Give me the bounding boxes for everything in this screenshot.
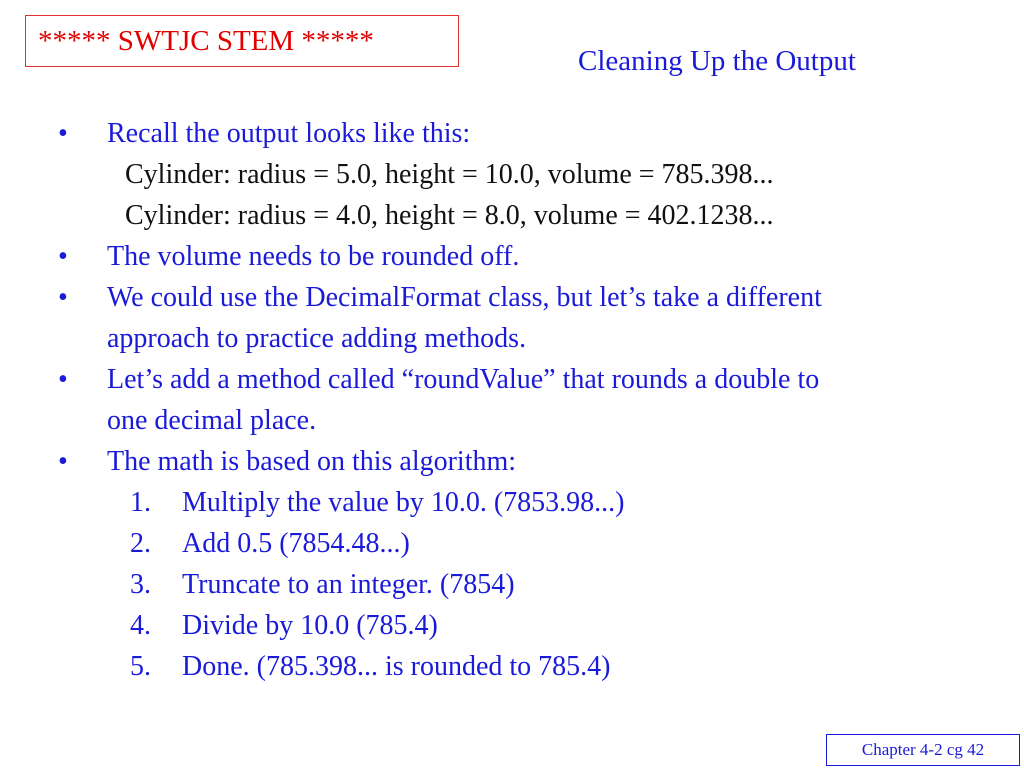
bullet-item bbox=[0, 113, 1024, 154]
output-text: Cylinder: radius = 4.0, height = 8.0, volume = 402.1238... bbox=[125, 200, 774, 231]
bullet-text: approach to practice adding methods. bbox=[107, 323, 527, 354]
bullet-text: The volume needs to be rounded off. bbox=[107, 241, 520, 272]
bullet-dot: • bbox=[58, 282, 68, 313]
bullet-dot: • bbox=[58, 118, 68, 149]
output-line bbox=[0, 154, 1024, 195]
bullet-text: We could use the DecimalFormat class, but let’s take a different bbox=[107, 282, 822, 313]
step-text: Done. (785.398... is rounded to 785.4) bbox=[182, 651, 611, 682]
slide-body bbox=[0, 113, 1024, 687]
step-number: 5. bbox=[130, 651, 151, 682]
bullet-continuation bbox=[0, 400, 1024, 441]
bullet-item bbox=[0, 277, 1024, 318]
slide-title: Cleaning Up the Output bbox=[578, 45, 856, 77]
banner: ***** SWTJC STEM ***** bbox=[25, 15, 459, 67]
algorithm-step bbox=[0, 482, 1024, 523]
bullet-item bbox=[0, 359, 1024, 400]
bullet-continuation bbox=[0, 318, 1024, 359]
step-number: 3. bbox=[130, 569, 151, 600]
step-number: 4. bbox=[130, 610, 151, 641]
bullet-item bbox=[0, 441, 1024, 482]
bullet-dot: • bbox=[58, 364, 68, 395]
bullet-text: one decimal place. bbox=[107, 405, 317, 436]
bullet-item bbox=[0, 236, 1024, 277]
algorithm-step bbox=[0, 605, 1024, 646]
step-text: Divide by 10.0 (785.4) bbox=[182, 610, 438, 641]
step-number: 2. bbox=[130, 528, 151, 559]
bullet-text: Recall the output looks like this: bbox=[107, 118, 471, 149]
bullet-dot: • bbox=[58, 446, 68, 477]
output-line bbox=[0, 195, 1024, 236]
algorithm-step bbox=[0, 646, 1024, 687]
bullet-text: The math is based on this algorithm: bbox=[107, 446, 517, 477]
algorithm-step bbox=[0, 564, 1024, 605]
bullet-dot: • bbox=[58, 241, 68, 272]
algorithm-step bbox=[0, 523, 1024, 564]
step-text: Truncate to an integer. (7854) bbox=[182, 569, 515, 600]
bullet-text: Let’s add a method called “roundValue” that rounds a double to bbox=[107, 364, 820, 395]
slide-footer: Chapter 4-2 cg 42 bbox=[826, 734, 1020, 766]
output-text: Cylinder: radius = 5.0, height = 10.0, volume = 785.398... bbox=[125, 159, 774, 190]
step-text: Multiply the value by 10.0. (7853.98...) bbox=[182, 487, 625, 518]
step-text: Add 0.5 (7854.48...) bbox=[182, 528, 410, 559]
step-number: 1. bbox=[130, 487, 151, 518]
